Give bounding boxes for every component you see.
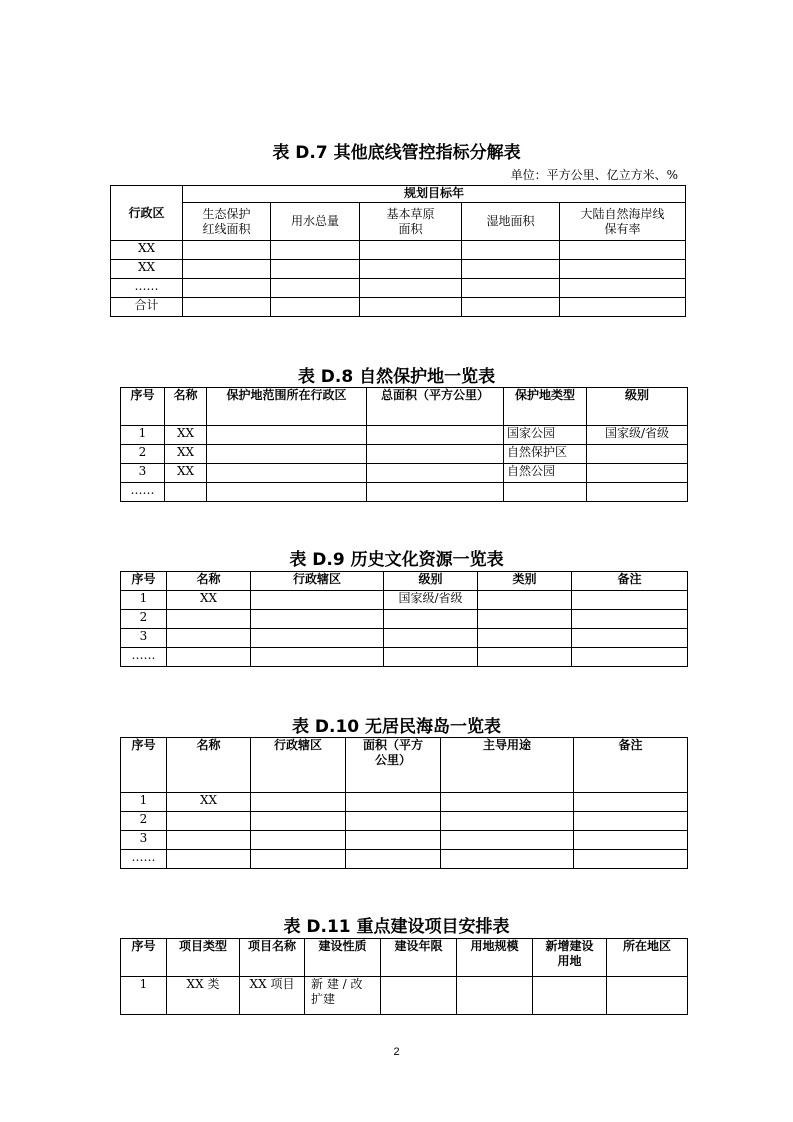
table-cell: XX — [165, 426, 207, 445]
table-cell: 新 建 / 改 扩建 — [305, 977, 381, 1015]
table-cell: XX — [165, 445, 207, 464]
table-cell — [574, 850, 688, 869]
table-cell — [251, 591, 384, 610]
table-row — [121, 591, 688, 610]
table-cell: 1 — [121, 793, 167, 812]
table-cell: 自然公园 — [504, 464, 587, 483]
table-row — [111, 298, 686, 317]
table-cell — [572, 610, 688, 629]
header-cell: 所在地区 — [607, 939, 688, 977]
table-cell: 1 — [121, 426, 165, 445]
header-cell: 面积（平方公里） — [346, 738, 441, 793]
table-cell: …… — [121, 483, 165, 502]
header-cell: 建设年限 — [381, 939, 457, 977]
table-d8 — [120, 387, 688, 502]
table-cell — [360, 241, 462, 260]
table-d7-title: 表 D.7 其他底线管控指标分解表 — [272, 143, 521, 163]
table-cell — [478, 648, 572, 667]
table-cell — [462, 298, 560, 317]
header-cell: 用水总量 — [271, 203, 360, 241]
table-cell — [441, 831, 574, 850]
table-d7-unit: 单位：平方公里、亿立方米、% — [510, 168, 678, 182]
table-row — [121, 483, 688, 502]
table-cell — [441, 793, 574, 812]
table-cell: 3 — [121, 629, 167, 648]
table-cell: XX — [167, 591, 251, 610]
table-cell — [167, 850, 251, 869]
header-cell: 保护地类型 — [504, 388, 587, 426]
table-cell — [346, 793, 441, 812]
table-cell — [207, 445, 367, 464]
header-cell: 湿地面积 — [462, 203, 560, 241]
header-region: 行政区 — [111, 186, 183, 241]
table-cell — [504, 483, 587, 502]
table-cell — [367, 426, 504, 445]
table-cell — [207, 426, 367, 445]
table-row — [121, 629, 688, 648]
table-row — [121, 831, 688, 850]
table-cell — [560, 241, 686, 260]
table-cell: 1 — [121, 977, 167, 1015]
table-cell — [167, 610, 251, 629]
table-cell — [251, 648, 384, 667]
table-row — [121, 977, 688, 1015]
table-cell — [167, 831, 251, 850]
table-cell — [572, 629, 688, 648]
table-cell — [367, 464, 504, 483]
page-number: 2 — [393, 1046, 400, 1058]
row-label: 合计 — [111, 298, 183, 317]
header-cell: 级别 — [587, 388, 688, 426]
table-cell — [251, 812, 346, 831]
table-cell — [251, 610, 384, 629]
table-cell — [607, 977, 688, 1015]
header-cell: 名称 — [167, 738, 251, 793]
table-cell — [183, 241, 271, 260]
table-d11 — [120, 938, 688, 1015]
table-cell — [381, 977, 457, 1015]
table-cell — [167, 648, 251, 667]
table-cell — [251, 850, 346, 869]
table-row — [111, 241, 686, 260]
header-cell: 名称 — [167, 572, 251, 591]
table-cell — [384, 610, 478, 629]
table-cell — [560, 260, 686, 279]
table-cell: …… — [121, 648, 167, 667]
row-label: XX — [111, 241, 183, 260]
table-cell — [457, 977, 533, 1015]
table-cell — [251, 793, 346, 812]
table-cell — [560, 279, 686, 298]
header-cell: 项目名称 — [240, 939, 305, 977]
table-d9 — [120, 571, 688, 667]
header-cell: 基本草原 面积 — [360, 203, 462, 241]
table-cell — [533, 977, 607, 1015]
header-cell: 生态保护 红线面积 — [183, 203, 271, 241]
header-cell: 序号 — [121, 939, 167, 977]
table-cell — [587, 464, 688, 483]
header-cell: 主导用途 — [441, 738, 574, 793]
table-row — [121, 793, 688, 812]
header-target-year: 规划目标年 — [183, 186, 686, 203]
header-cell: 序号 — [121, 388, 165, 426]
header-cell: 保护地范围所在行政区 — [207, 388, 367, 426]
table-cell — [574, 812, 688, 831]
header-cell: 行政辖区 — [251, 572, 384, 591]
table-cell — [346, 850, 441, 869]
row-label: …… — [111, 279, 183, 298]
row-label: XX — [111, 260, 183, 279]
table-cell — [572, 648, 688, 667]
table-cell — [271, 298, 360, 317]
table-cell — [360, 260, 462, 279]
table-row — [121, 812, 688, 831]
table-cell — [574, 831, 688, 850]
table-cell: 国家级/省级 — [587, 426, 688, 445]
table-cell — [360, 298, 462, 317]
header-cell: 用地规模 — [457, 939, 533, 977]
table-cell — [478, 610, 572, 629]
table-cell — [167, 812, 251, 831]
table-cell: 2 — [121, 812, 167, 831]
header-cell: 序号 — [121, 738, 167, 793]
table-row — [121, 610, 688, 629]
table-row — [121, 445, 688, 464]
table-row — [121, 648, 688, 667]
table-cell: XX 类 — [167, 977, 240, 1015]
table-cell — [346, 812, 441, 831]
table-cell: 3 — [121, 464, 165, 483]
table-cell — [271, 260, 360, 279]
table-cell: 自然保护区 — [504, 445, 587, 464]
header-cell: 序号 — [121, 572, 167, 591]
header-cell: 总面积（平方公里） — [367, 388, 504, 426]
table-row — [111, 279, 686, 298]
table-cell — [207, 464, 367, 483]
table-d7 — [110, 185, 686, 317]
table-cell — [462, 241, 560, 260]
table-d11-title: 表 D.11 重点建设项目安排表 — [283, 917, 510, 937]
table-cell — [587, 445, 688, 464]
table-cell: 3 — [121, 831, 167, 850]
table-cell — [462, 260, 560, 279]
table-cell — [183, 298, 271, 317]
header-cell: 建设性质 — [305, 939, 381, 977]
table-cell — [167, 629, 251, 648]
header-cell: 项目类型 — [167, 939, 240, 977]
table-d10 — [120, 737, 688, 869]
table-cell — [367, 445, 504, 464]
table-cell — [462, 279, 560, 298]
table-cell: 国家级/省级 — [384, 591, 478, 610]
header-cell: 备注 — [574, 738, 688, 793]
table-cell — [384, 648, 478, 667]
header-cell: 行政辖区 — [251, 738, 346, 793]
table-cell — [251, 629, 384, 648]
table-cell — [183, 279, 271, 298]
table-cell — [346, 831, 441, 850]
table-cell — [183, 260, 271, 279]
table-cell — [367, 483, 504, 502]
header-cell: 类别 — [478, 572, 572, 591]
table-d9-title: 表 D.9 历史文化资源一览表 — [289, 550, 504, 570]
table-cell — [560, 298, 686, 317]
table-cell — [574, 793, 688, 812]
table-row — [121, 426, 688, 445]
table-cell: …… — [121, 850, 167, 869]
table-cell — [271, 241, 360, 260]
table-cell: 1 — [121, 591, 167, 610]
table-cell: 国家公园 — [504, 426, 587, 445]
header-cell: 级别 — [384, 572, 478, 591]
table-cell: XX — [167, 793, 251, 812]
table-cell: XX 项目 — [240, 977, 305, 1015]
table-d8-title: 表 D.8 自然保护地一览表 — [297, 367, 496, 387]
table-row — [111, 260, 686, 279]
table-cell — [572, 591, 688, 610]
table-cell — [384, 629, 478, 648]
header-cell: 备注 — [572, 572, 688, 591]
table-d10-title: 表 D.10 无居民海岛一览表 — [291, 717, 502, 737]
table-cell — [165, 483, 207, 502]
table-cell: XX — [165, 464, 207, 483]
table-cell — [441, 850, 574, 869]
header-cell: 大陆自然海岸线 保有率 — [560, 203, 686, 241]
table-row — [121, 850, 688, 869]
table-cell — [251, 831, 346, 850]
table-cell — [360, 279, 462, 298]
table-cell — [478, 629, 572, 648]
table-cell — [271, 279, 360, 298]
table-cell: 2 — [121, 610, 167, 629]
table-row — [121, 464, 688, 483]
header-cell: 名称 — [165, 388, 207, 426]
table-cell — [478, 591, 572, 610]
table-cell — [207, 483, 367, 502]
table-cell — [441, 812, 574, 831]
table-cell: 2 — [121, 445, 165, 464]
table-cell — [587, 483, 688, 502]
header-cell: 新增建设用地 — [533, 939, 607, 977]
